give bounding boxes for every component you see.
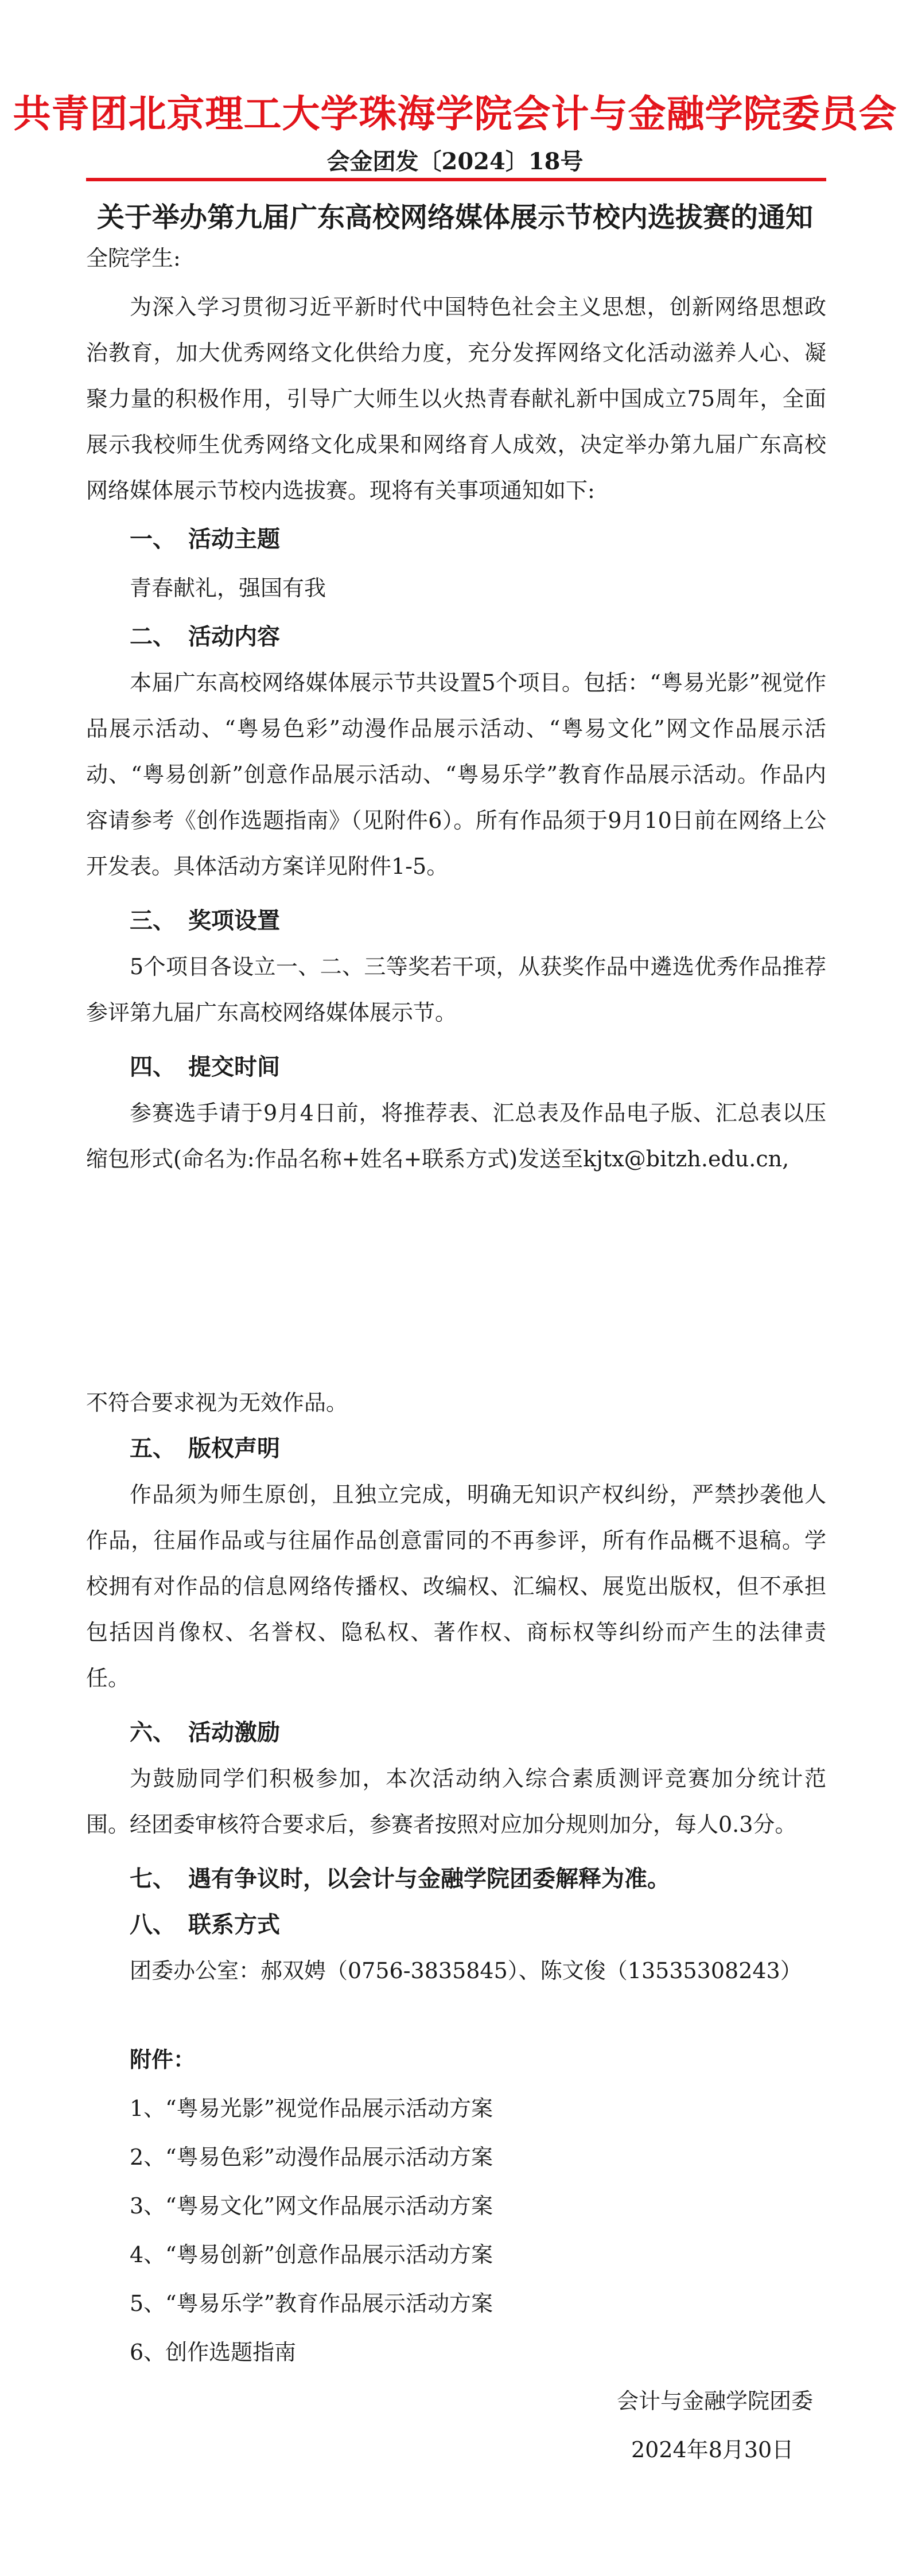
section-title: 版权声明 xyxy=(188,1435,280,1462)
attachment-item: 1、“粤易光影”视觉作品展示活动方案 xyxy=(130,2096,493,2121)
attachments-label: 附件： xyxy=(130,2046,196,2072)
intro-paragraph: 为深入学习贯彻习近平新时代中国特色社会主义思想，创新网络思想政治教育，加大优秀网络文化供给力度，充分发挥网络文化活动滋养人心、凝聚力量的积极作用，引导广大师生以火热青春献礼新中国成立75周年，全面展示我校师生优秀网络文化成果和网络育人成效，决定举办第九届广东高校网络媒体展示节校内选拔赛。现将有关事项通知如下: xyxy=(86,294,826,503)
signature-organization: 会计与金融学院团委 xyxy=(617,2388,814,2414)
issuing-organization: 共青团北京理工大学珠海学院会计与金融学院委员会 xyxy=(13,91,897,136)
section-number: 五、 xyxy=(130,1435,176,1462)
section-title: 联系方式 xyxy=(188,1911,280,1938)
section-body-1: 青春献礼，强国有我 xyxy=(130,575,326,601)
section-body-2: 本届广东高校网络媒体展示节共设置5个项目。包括：“粤易光影”视觉作品展示活动、“粤易色彩”动漫作品展示活动、“粤易文化”网文作品展示活动、“粤易创新”创意作品展示活动、“粤易乐学”教育作品展示活动。作品内容请参考《创作选题指南》（见附件6）。所有作品须于9月10日前在网络上公开发表。具体活动方案详见附件1-5。 xyxy=(86,670,826,879)
salutation: 全院学生: xyxy=(86,246,181,271)
section-number: 八、 xyxy=(130,1911,176,1938)
signature-date: 2024年8月30日 xyxy=(631,2437,794,2462)
attachment-item: 2、“粤易色彩”动漫作品展示活动方案 xyxy=(130,2145,493,2170)
section-title: 遇有争议时，以会计与金融学院团委解释为准。 xyxy=(188,1865,670,1892)
section-number: 六、 xyxy=(130,1719,176,1746)
section-heading-1 xyxy=(130,525,280,554)
section-title: 活动激励 xyxy=(188,1719,280,1746)
header-red-rule xyxy=(86,178,826,181)
section-number: 二、 xyxy=(130,623,176,650)
section-heading-7 xyxy=(130,1865,670,1893)
contact-info: 团委办公室：郝双娉（0756-3835845）、陈文俊（13535308243） xyxy=(130,1958,802,1983)
section-number: 三、 xyxy=(130,907,176,934)
section-heading-2 xyxy=(130,622,280,651)
section-title: 活动主题 xyxy=(188,526,280,552)
section-heading-3 xyxy=(130,906,280,935)
attachment-item: 6、创作选题指南 xyxy=(130,2340,297,2365)
section-body-6: 为鼓励同学们积极参加，本次活动纳入综合素质测评竞赛加分统计范围。经团委审核符合要求后，参赛者按照对应加分规则加分，每人0.3分。 xyxy=(86,1766,826,1837)
notice-title: 关于举办第九届广东高校网络媒体展示节校内选拔赛的通知 xyxy=(96,201,813,234)
section-heading-6 xyxy=(130,1718,280,1747)
section-heading-4 xyxy=(130,1053,280,1081)
section-number: 一、 xyxy=(130,526,176,552)
section-title: 提交时间 xyxy=(188,1053,280,1080)
section-body-3: 5个项目各设立一、二、三等奖若干项，从获奖作品中遴选优秀作品推荐参评第九届广东高校网络媒体展示节。 xyxy=(86,954,826,1025)
section-number: 七、 xyxy=(130,1865,176,1892)
attachment-item: 4、“粤易创新”创意作品展示活动方案 xyxy=(130,2242,493,2267)
attachment-item: 3、“粤易文化”网文作品展示活动方案 xyxy=(130,2193,493,2219)
section-heading-5 xyxy=(130,1434,280,1463)
section-body-4-tail: 不符合要求视为无效作品。 xyxy=(86,1390,348,1415)
attachment-item: 5、“粤易乐学”教育作品展示活动方案 xyxy=(130,2291,493,2316)
section-number: 四、 xyxy=(130,1053,176,1080)
section-title: 活动内容 xyxy=(188,623,280,650)
section-heading-8 xyxy=(130,1910,280,1939)
section-body-5: 作品须为师生原创，且独立完成，明确无知识产权纠纷，严禁抄袭他人作品，往届作品或与往届作品创意雷同的不再参评，所有作品概不退稿。学校拥有对作品的信息网络传播权、改编权、汇编权、展览出版权，但不承担包括因肖像权、名誉权、隐私权、著作权、商标权等纠纷而产生的法律责任。 xyxy=(86,1482,826,1691)
section-body-4: 参赛选手请于9月4日前，将推荐表、汇总表及作品电子版、汇总表以压缩包形式(命名为:作品名称+姓名+联系方式)发送至kjtx@bitzh.edu.cn, xyxy=(86,1100,826,1172)
document-number: 会金团发〔2024〕18号 xyxy=(326,148,584,175)
section-title: 奖项设置 xyxy=(188,907,280,934)
